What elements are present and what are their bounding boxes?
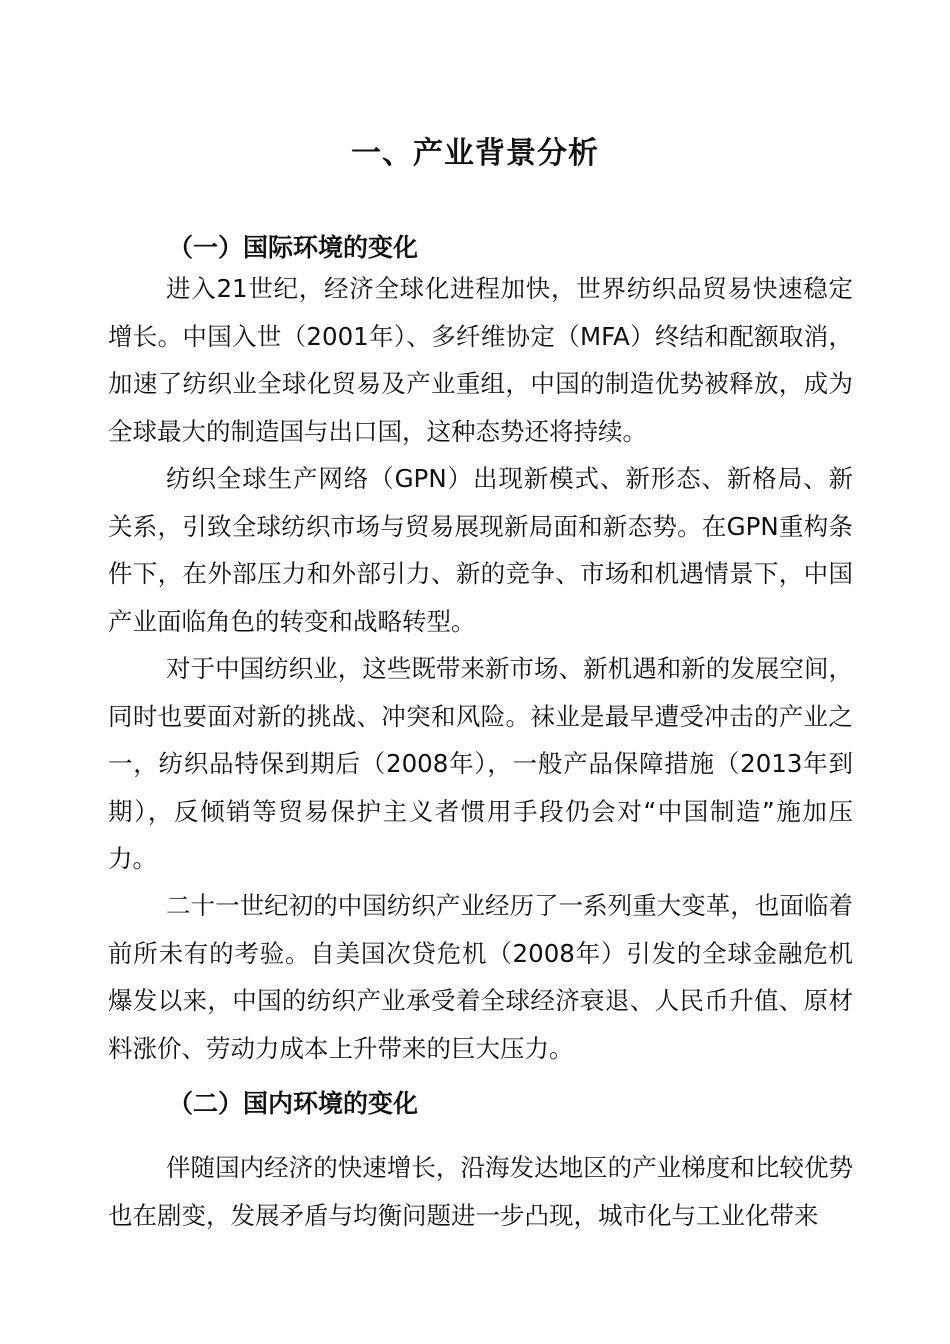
section-heading-domestic: （二）国内环境的变化 xyxy=(168,1089,419,1118)
section-heading-international: （一）国际环境的变化 xyxy=(168,233,419,262)
paragraph-international-4: 二十一世纪初的中国纺织产业经历了一系列重大变革，也面临着前所未有的考验。自美国次贷危机（2008年）引发的全球金融危机爆发以来，中国的纺织产业承受着全球经济衰退、人民币升值、原材料涨价、劳动力成本上升带来的巨大压力。 xyxy=(108,891,853,1063)
paragraph-international-1: 进入21世纪，经济全球化进程加快，世界纺织品贸易快速稳定增长。中国入世（2001年）、多纤维协定（MFA）终结和配额取消，加速了纺织业全球化贸易及产业重组，中国的制造优势被释放，成为全球最大的制造国与出口国，这种态势还将持续。 xyxy=(108,274,853,446)
page-title: 一、产业背景分析 xyxy=(351,136,599,171)
paragraph-international-2: 纺织全球生产网络（GPN）出现新模式、新形态、新格局、新关系，引致全球纺织市场与贸易展现新局面和新态势。在GPN重构条件下，在外部压力和外部引力、新的竞争、市场和机遇情景下，中国产业面临角色的转变和战略转型。 xyxy=(108,464,853,636)
paragraph-international-3: 对于中国纺织业，这些既带来新市场、新机遇和新的发展空间，同时也要面对新的挑战、冲突和风险。袜业是最早遭受冲击的产业之一，纺织品特保到期后（2008年），一般产品保障措施（2013年到期），反倾销等贸易保护主义者惯用手段仍会对“中国制造”施加压力。 xyxy=(108,654,853,873)
paragraph-domestic-1: 伴随国内经济的快速增长，沿海发达地区的产业梯度和比较优势也在剧变，发展矛盾与均衡问题进一步凸现，城市化与工业化带来 xyxy=(108,1153,853,1230)
